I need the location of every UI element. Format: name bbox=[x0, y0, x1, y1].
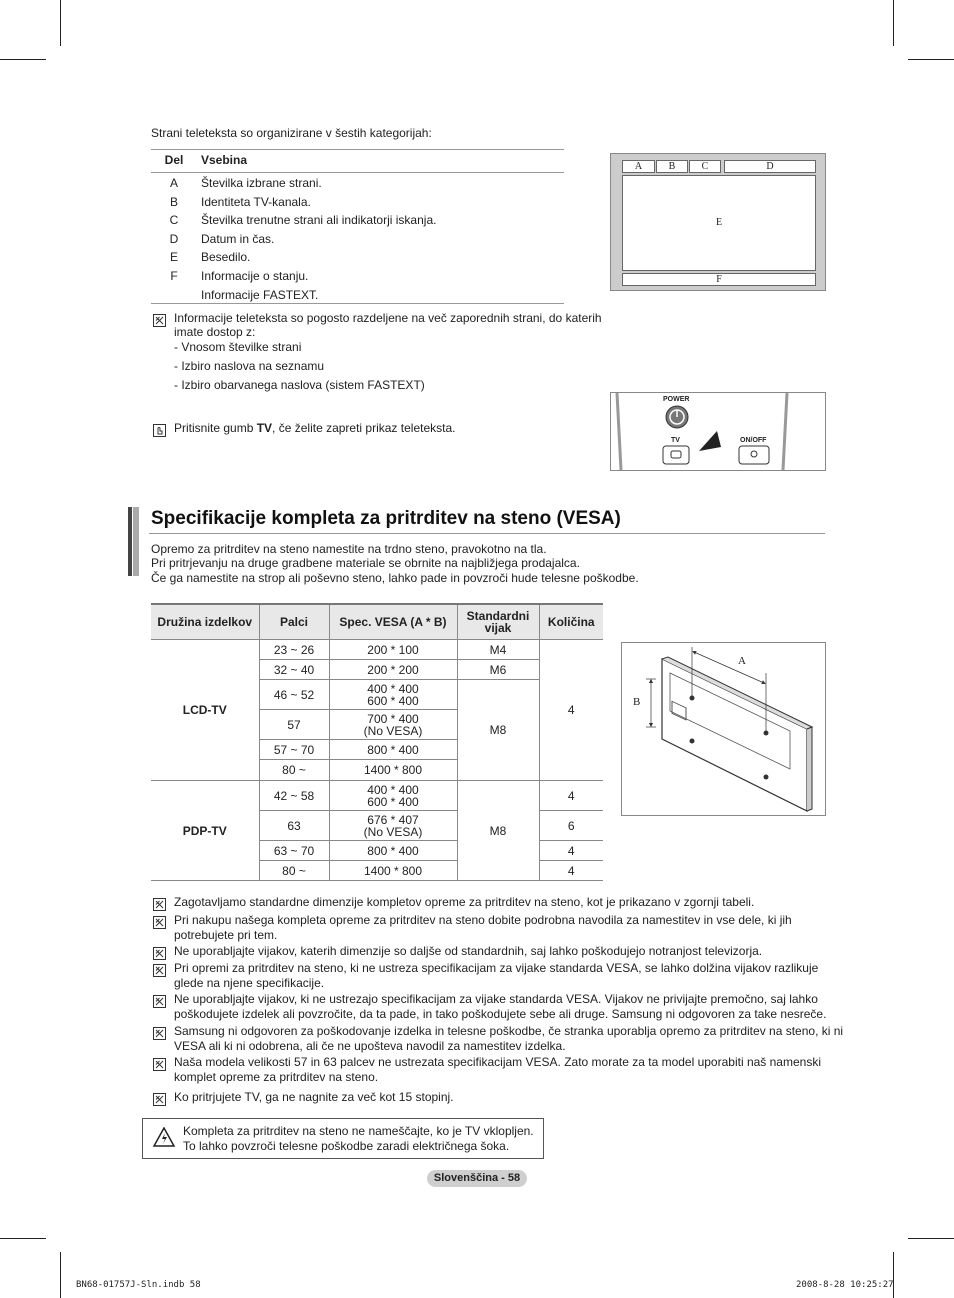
header-inches: Palci bbox=[259, 604, 329, 640]
part-desc: Informacije FASTEXT. bbox=[201, 287, 319, 302]
table-row bbox=[151, 173, 564, 192]
table-row bbox=[151, 285, 564, 304]
note-icon bbox=[153, 314, 166, 327]
remote-drawing bbox=[611, 393, 825, 470]
label-a-box: A bbox=[622, 160, 655, 173]
note-text: Informacije teleteksta so pogosto razdeljene na več zaporednih strani, do katerih bbox=[174, 311, 602, 325]
part-desc: Številka trenutne strani ali indikatorji iskanja. bbox=[201, 213, 437, 228]
tv-label: TV bbox=[671, 437, 680, 444]
table-row bbox=[151, 247, 564, 266]
note-icon bbox=[153, 1058, 166, 1071]
note-list-item: - Izbiro naslova na seznamu bbox=[174, 359, 325, 373]
spec-cell: 1400 * 800 bbox=[329, 760, 457, 781]
table-row bbox=[151, 266, 564, 285]
spec-cell: 1400 * 800 bbox=[329, 861, 457, 881]
label-d-box: D bbox=[724, 160, 816, 173]
note-list-item: - Vnosom številke strani bbox=[174, 340, 302, 354]
inch-cell: 63 ~ 70 bbox=[259, 841, 329, 861]
screw-cell: M6 bbox=[457, 660, 539, 680]
note-icon bbox=[153, 1093, 166, 1106]
page-label: Slovenščina - 58 bbox=[427, 1170, 527, 1187]
section-rule bbox=[149, 533, 825, 534]
note-text: komplet opreme za pritrditev na steno. bbox=[174, 1070, 379, 1084]
part-desc: Informacije o stanju. bbox=[201, 268, 309, 283]
spec-cell: 800 * 400 bbox=[329, 740, 457, 760]
note-icon bbox=[153, 995, 166, 1008]
part-desc: Identiteta TV-kanala. bbox=[201, 194, 311, 209]
label-c-box: C bbox=[689, 160, 721, 173]
table-row bbox=[151, 192, 564, 211]
inch-cell: 42 ~ 58 bbox=[259, 781, 329, 811]
note-text: poškodujete izdelek ali povzročite, da ta pade, in tako poškodujete sebe ali druge. Samsung ni odgovoren za take nesreče. bbox=[174, 1007, 827, 1021]
tv-back-drawing bbox=[622, 643, 825, 815]
mount-diagram bbox=[621, 642, 826, 816]
warning-line: To lahko povzroči telesne poškodbe zaradi električnega šoka. bbox=[183, 1139, 510, 1153]
note-text: potrebujete pri tem. bbox=[174, 928, 278, 942]
part-letter: F bbox=[170, 268, 178, 283]
part-desc: Besedilo. bbox=[201, 250, 251, 265]
screw-cell: M8 bbox=[457, 781, 539, 881]
note-text: Ne uporabljajte vijakov, katerih dimenzije so daljše od standardnih, saj lahko poškodujejo notranjost televizorja. bbox=[174, 944, 763, 958]
spec-cell: 676 * 407 (No VESA) bbox=[329, 811, 457, 841]
part-letter: C bbox=[169, 213, 179, 228]
header-family: Družina izdelkov bbox=[151, 604, 259, 640]
note-icon bbox=[153, 1027, 166, 1040]
tv-button-name: TV bbox=[256, 421, 273, 435]
screw-cell: M4 bbox=[457, 640, 539, 660]
inch-cell: 46 ~ 52 bbox=[259, 680, 329, 710]
intro-text: Strani teleteksta so organizirane v šestih kategorijah: bbox=[151, 126, 432, 140]
header-screw bbox=[457, 604, 539, 640]
teletext-diagram bbox=[610, 153, 826, 291]
crop-mark bbox=[60, 1252, 61, 1298]
quantity-cell: 4 bbox=[539, 640, 603, 781]
part-desc: Številka izbrane strani. bbox=[201, 176, 322, 190]
note-text: Ko pritrjujete TV, ga ne nagnite za več kot 15 stopinj. bbox=[174, 1090, 454, 1104]
note-icon bbox=[153, 947, 166, 960]
warning-box bbox=[142, 1118, 544, 1159]
table-row bbox=[151, 781, 603, 811]
note-text: , če želite zapreti prikaz teleteksta. bbox=[272, 421, 456, 435]
note-icon bbox=[153, 964, 166, 977]
note-text: VESA ali ki ni odobrena, ali če ne upošteva navodil za namestitev izdelka. bbox=[174, 1039, 566, 1053]
section-intro-line: Opremo za pritrditev na steno namestite na trdno steno, pravokotno na tla. bbox=[151, 542, 547, 556]
quantity-cell: 4 bbox=[539, 861, 603, 881]
family-cell: PDP-TV bbox=[151, 781, 259, 881]
inch-cell: 80 ~ bbox=[259, 861, 329, 881]
inch-cell: 32 ~ 40 bbox=[259, 660, 329, 680]
spec-cell: 400 * 400 600 * 400 bbox=[329, 781, 457, 811]
crop-mark bbox=[893, 0, 894, 46]
table-row bbox=[151, 229, 564, 248]
note-text: glede na njene specifikacije. bbox=[174, 976, 325, 990]
label-b-box: B bbox=[656, 160, 688, 173]
inch-cell: 23 ~ 26 bbox=[259, 640, 329, 660]
table-row bbox=[151, 210, 564, 229]
inch-cell: 57 bbox=[259, 710, 329, 740]
parts-table bbox=[151, 149, 564, 304]
warning-icon bbox=[153, 1127, 175, 1147]
part-letter: A bbox=[169, 176, 178, 190]
header-part: Del bbox=[164, 153, 184, 167]
dimension-b-label: B bbox=[633, 696, 641, 708]
part-letter: D bbox=[169, 231, 179, 246]
note-text: Pri nakupu našega kompleta opreme za pritrditev na steno dobite podrobna navodila za namestitev in vse dele, ki jih bbox=[174, 913, 792, 927]
inch-cell: 80 ~ bbox=[259, 760, 329, 781]
note-icon bbox=[153, 898, 166, 911]
footer-date: 2008-8-28 10:25:27 bbox=[796, 1280, 894, 1290]
power-label: POWER bbox=[663, 396, 690, 403]
header-vesa-spec: Spec. VESA (A * B) bbox=[329, 604, 457, 640]
warning-line: Kompleta za pritrditev na steno ne nameščajte, ko je TV vklopljen. bbox=[183, 1124, 534, 1138]
note-text: Ne uporabljajte vijakov, ki ne ustrezajo specifikacijam za vijake standarda VESA. Vijakov ne privijajte premočno, saj lahko bbox=[174, 992, 818, 1006]
spec-cell: 700 * 400 (No VESA) bbox=[329, 710, 457, 740]
spec-cell: 200 * 200 bbox=[329, 660, 457, 680]
note-text: Zagotavljamo standardne dimenzije kompletov opreme za pritrditev na steno, kot je prikazano v zgornji tabeli. bbox=[174, 895, 755, 909]
parts-table-header bbox=[151, 150, 564, 173]
screw-cell: M8 bbox=[457, 680, 539, 781]
note-text: Samsung ni odgovoren za poškodovanje izdelka in telesne poškodbe, če stranka uporablja opremo za pritrditev na steno, ki ni bbox=[174, 1024, 844, 1038]
section-bar-dark bbox=[128, 507, 132, 576]
part-desc: Datum in čas. bbox=[201, 231, 275, 246]
hand-press-icon bbox=[153, 424, 166, 437]
table-header-row bbox=[151, 604, 603, 640]
crop-mark bbox=[60, 0, 61, 46]
label-f-box: F bbox=[622, 273, 816, 286]
header-screw-label: Standardni vijak bbox=[466, 609, 530, 635]
note-text: Naša modela velikosti 57 in 63 palcev ne ustrezata specifikacijam VESA. Zato morate za ta model uporabiti naš namenski bbox=[174, 1055, 821, 1069]
quantity-cell: 4 bbox=[539, 781, 603, 811]
section-title: Specifikacije kompleta za pritrditev na steno (VESA) bbox=[151, 508, 621, 529]
note-tv-text bbox=[174, 421, 455, 436]
spec-cell: 200 * 100 bbox=[329, 640, 457, 660]
header-content: Vsebina bbox=[201, 153, 248, 167]
header-quantity: Količina bbox=[539, 604, 603, 640]
note-icon bbox=[153, 916, 166, 929]
crop-mark bbox=[908, 59, 954, 60]
family-cell: LCD-TV bbox=[151, 640, 259, 781]
part-letter: E bbox=[169, 250, 178, 265]
crop-mark bbox=[0, 59, 46, 60]
section-bar-light bbox=[133, 507, 139, 576]
quantity-cell: 6 bbox=[539, 811, 603, 841]
remote-diagram bbox=[610, 392, 826, 471]
note-text: Pritisnite gumb bbox=[174, 421, 257, 435]
inch-cell: 57 ~ 70 bbox=[259, 740, 329, 760]
note-list-item: - Izbiro obarvanega naslova (sistem FASTEXT) bbox=[174, 378, 425, 392]
note-text: imate dostop z: bbox=[174, 325, 256, 339]
dimension-a-label: A bbox=[738, 655, 746, 667]
table-row bbox=[151, 640, 603, 660]
vesa-table bbox=[151, 603, 603, 881]
onoff-label: ON/OFF bbox=[740, 437, 767, 444]
footer-file: BN68-01757J-Sln.indb 58 bbox=[76, 1280, 201, 1290]
spec-cell: 400 * 400 600 * 400 bbox=[329, 680, 457, 710]
quantity-cell: 4 bbox=[539, 841, 603, 861]
spec-cell: 800 * 400 bbox=[329, 841, 457, 861]
section-intro-line: Pri pritrjevanju na druge gradbene materiale se obrnite na najbližjega prodajalca. bbox=[151, 556, 580, 570]
crop-mark bbox=[0, 1238, 46, 1239]
inch-cell: 63 bbox=[259, 811, 329, 841]
part-letter: B bbox=[169, 194, 178, 209]
note-text: Pri opremi za pritrditev na steno, ki ne ustreza specifikacijam za vijake standarda VESA, se lahko dolžina vijakov razlikuje bbox=[174, 961, 819, 975]
crop-mark bbox=[908, 1238, 954, 1239]
label-e-box: E bbox=[622, 175, 816, 271]
section-intro-line: Če ga namestite na strop ali poševno steno, lahko pade in povzroči hude telesne poškodbe. bbox=[151, 571, 639, 585]
